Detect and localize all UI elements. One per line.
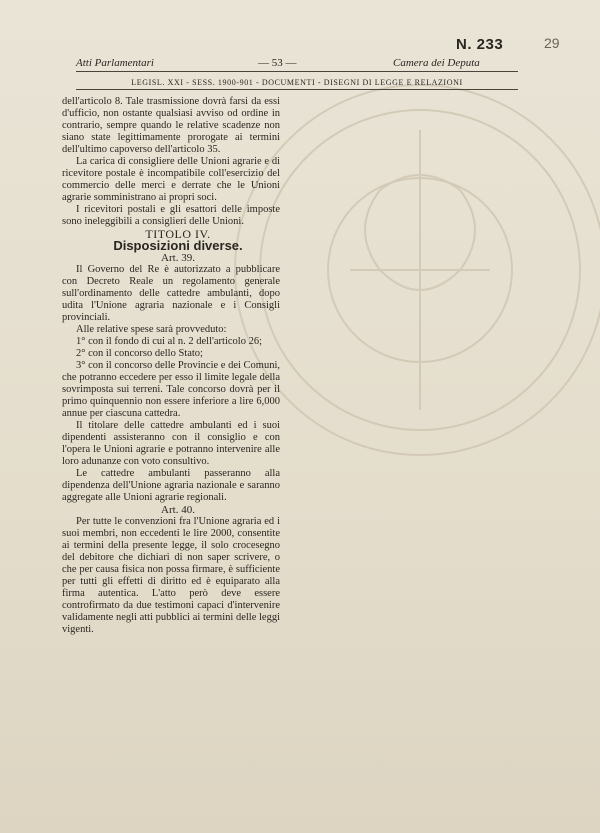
paragraph: Il Governo del Re è autorizzato a pubblicare con Decreto Reale un regolamento generale sull'ordinamento delle cattedre ambulanti, dopo udita l'Unione agraria nazionale e i Consigli provinciali.: [62, 264, 280, 323]
paragraph: 1° con il fondo di cui al n. 2 dell'articolo 26;: [76, 336, 263, 347]
paragraph: Alle relative spese sarà provveduto:: [76, 324, 227, 335]
header-rule-top: [76, 71, 518, 72]
section-subtitle: Disposizioni diverse.: [113, 238, 243, 253]
paragraph: 3° con il concorso delle Provincie e dei Comuni, che potranno eccedere per esso il limite legale della sovrimposta sui terreni. Tale concorso dovrà per il primo quinquennio non essere inferiore a lire 6,000 annue per ciascuna cattedra.: [62, 360, 280, 419]
paragraph: Per tutte le convenzioni fra l'Unione agraria ed i suoi membri, non eccedenti le lire 2000, consentite ai termini della presente legge, il solo crocesegno del debitore che dichiari di non saper scrivere, o che per causa fisica non possa firmare, è sufficiente per tutti gli effetti di diritto ed è equiparato alla firma autentica. L'atto però deve essere controfirmato da due testimoni capaci d'intervenire validamente negli atti pubblici ai termini delle leggi vigenti.: [62, 516, 280, 635]
paragraph: 2° con il concorso dello Stato;: [76, 348, 203, 359]
text-column: [62, 96, 280, 636]
header-right: Camera dei Deputa: [393, 57, 480, 69]
section-title: TITOLO IV.: [145, 227, 211, 241]
subheader: LEGISL. XXI - SESS. 1900-901 - DOCUMENTI - DISEGNI DI LEGGE E RELAZIONI: [131, 78, 463, 87]
header-left: Atti Parlamentari: [76, 57, 154, 69]
paragraph: Le cattedre ambulanti passeranno alla dipendenza dell'Unione agraria nazionale e saranno aggregate alle Unioni agrarie regionali.: [62, 468, 280, 503]
paragraph: I ricevitori postali e gli esattori delle imposte sono ineleggibili a consiglieri delle Unioni.: [62, 204, 280, 227]
article-heading: Art. 40.: [161, 504, 195, 516]
paragraph: dell'articolo 8. Tale trasmissione dovrà farsi da essi d'ufficio, non ostante qualsiasi avviso od ordine in contrario, sempre quando le relative scadenze non siano state legittimamente prorogate ai termini dell'ultimo capoverso dell'articolo 35.: [62, 96, 280, 155]
header-rule-bottom: [76, 89, 518, 90]
paragraph: Il titolare delle cattedre ambulanti ed i suoi dipendenti assisteranno con il consiglio e con l'opera le Unioni agrarie e potranno intervenire alle loro adunanze con voto consultivo.: [62, 420, 280, 467]
header-page-ref: — 53 —: [258, 57, 297, 69]
article-heading: Art. 39.: [161, 252, 195, 264]
paragraph: La carica di consigliere delle Unioni agrarie e di ricevitore postale è incompatibile coll'esercizio del commercio delle merci e derrate che le Unioni agrarie somministrano ai propri soci.: [62, 156, 280, 203]
margin-page-number: 29: [544, 35, 560, 51]
seal-watermark: [230, 40, 600, 560]
document-number: N. 233: [456, 36, 504, 53]
